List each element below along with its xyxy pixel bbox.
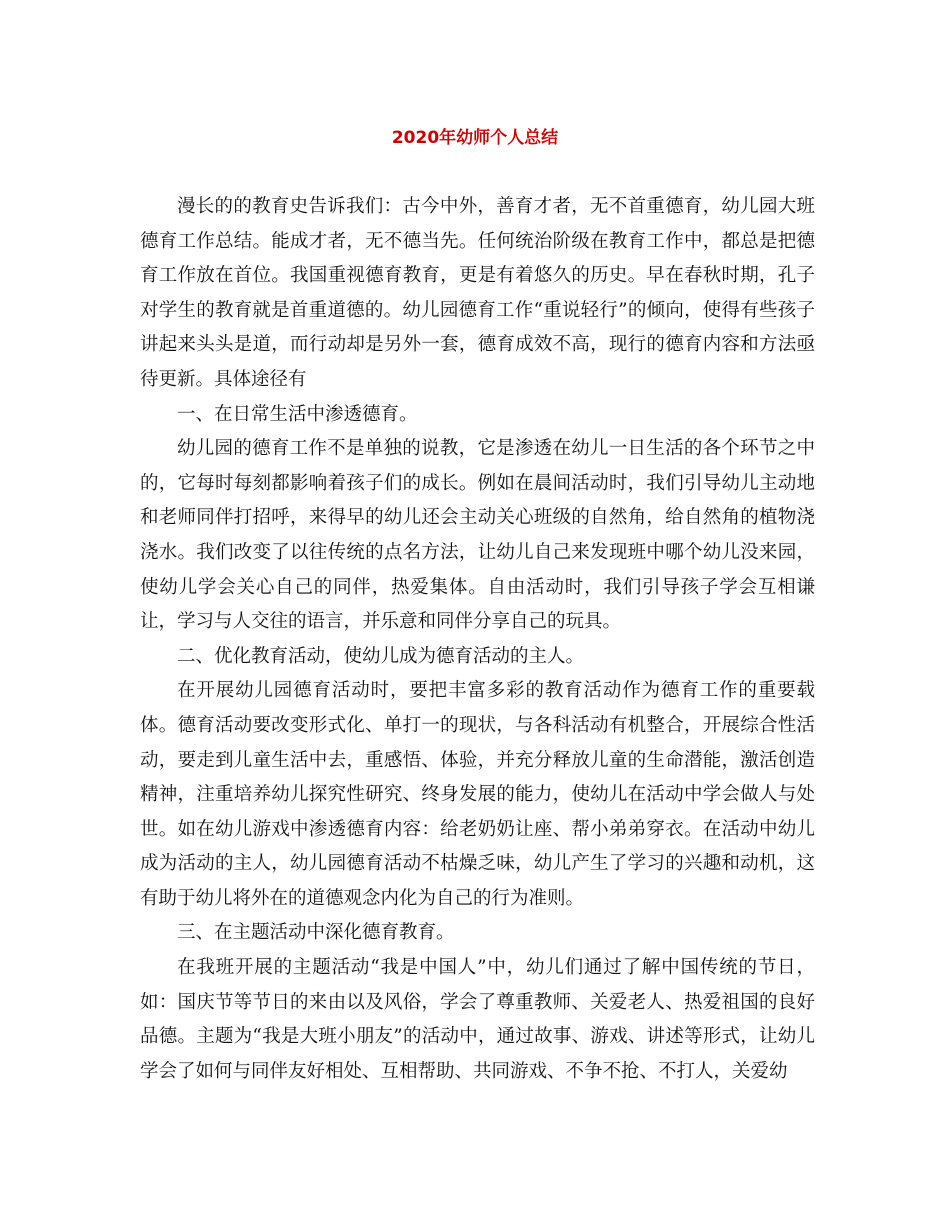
- section-heading-1: 一、在日常生活中渗透德育。: [177, 403, 418, 425]
- section-heading-2: 二、优化教育活动，使幼儿成为德育活动的主人。: [177, 645, 585, 667]
- paragraph-section-1: 幼儿园的德育工作不是单独的说教，它是渗透在幼儿一日生活的各个环节之中的，它每时每刻都影响着孩子们的成长。例如在晨间活动时，我们引导幼儿主动地和老师同伴打招呼，来得早的幼儿还会主动关心班级的自然角，给自然角的植物浇浇水。我们改变了以往传统的点名方法，让幼儿自己来发现班中哪个幼儿没来园，使幼儿学会关心自己的同伴，热爱集体。自由活动时，我们引导孩子学会互相谦让，学习与人交往的语言，并乐意和同伴分享自己的玩具。: [140, 438, 815, 633]
- paragraph-section-2: 在开展幼儿园德育活动时，要把丰富多彩的教育活动作为德育工作的重要载体。德育活动要改变形式化、单打一的现状，与各科活动有机整合，开展综合性活动，要走到儿童生活中去，重感悟、体验，并充分释放儿童的生命潜能，激活创造精神，注重培养幼儿探究性研究、终身发展的能力，使幼儿在活动中学会做人与处世。如在幼儿游戏中渗透德育内容：给老奶奶让座、帮小弟弟穿衣。在活动中幼儿成为活动的主人，幼儿园德育活动不枯燥乏味，幼儿产生了学习的兴趣和动机，这有助于幼儿将外在的道德观念内化为自己的行为准则。: [140, 680, 815, 909]
- document-title: 2020年幼师个人总结: [391, 128, 559, 148]
- document-body: [140, 190, 815, 1089]
- section-heading-3: 三、在主题活动中深化德育教育。: [177, 922, 455, 944]
- paragraph-section-3: 在我班开展的主题活动“我是中国人”中，幼儿们通过了解中国传统的节日，如：国庆节等节日的来由以及风俗，学会了尊重教师、关爱老人、热爱祖国的良好品德。主题为“我是大班小朋友”的活动中，通过故事、游戏、讲述等形式，让幼儿学会了如何与同伴友好相处、互相帮助、共同游戏、不争不抢、不打人，关爱幼: [140, 957, 815, 1082]
- paragraph-intro: 漫长的的教育史告诉我们：古今中外，善育才者，无不首重德育，幼儿园大班德育工作总结。能成才者，无不德当先。任何统治阶级在教育工作中，都总是把德育工作放在首位。我国重视德育教育，更是有着悠久的历史。早在春秋时期，孔子对学生的教育就是首重道德的。幼儿园德育工作“重说轻行”的倾向，使得有些孩子讲起来头头是道，而行动却是另外一套，德育成效不高，现行的德育内容和方法亟待更新。具体途径有: [140, 196, 815, 390]
